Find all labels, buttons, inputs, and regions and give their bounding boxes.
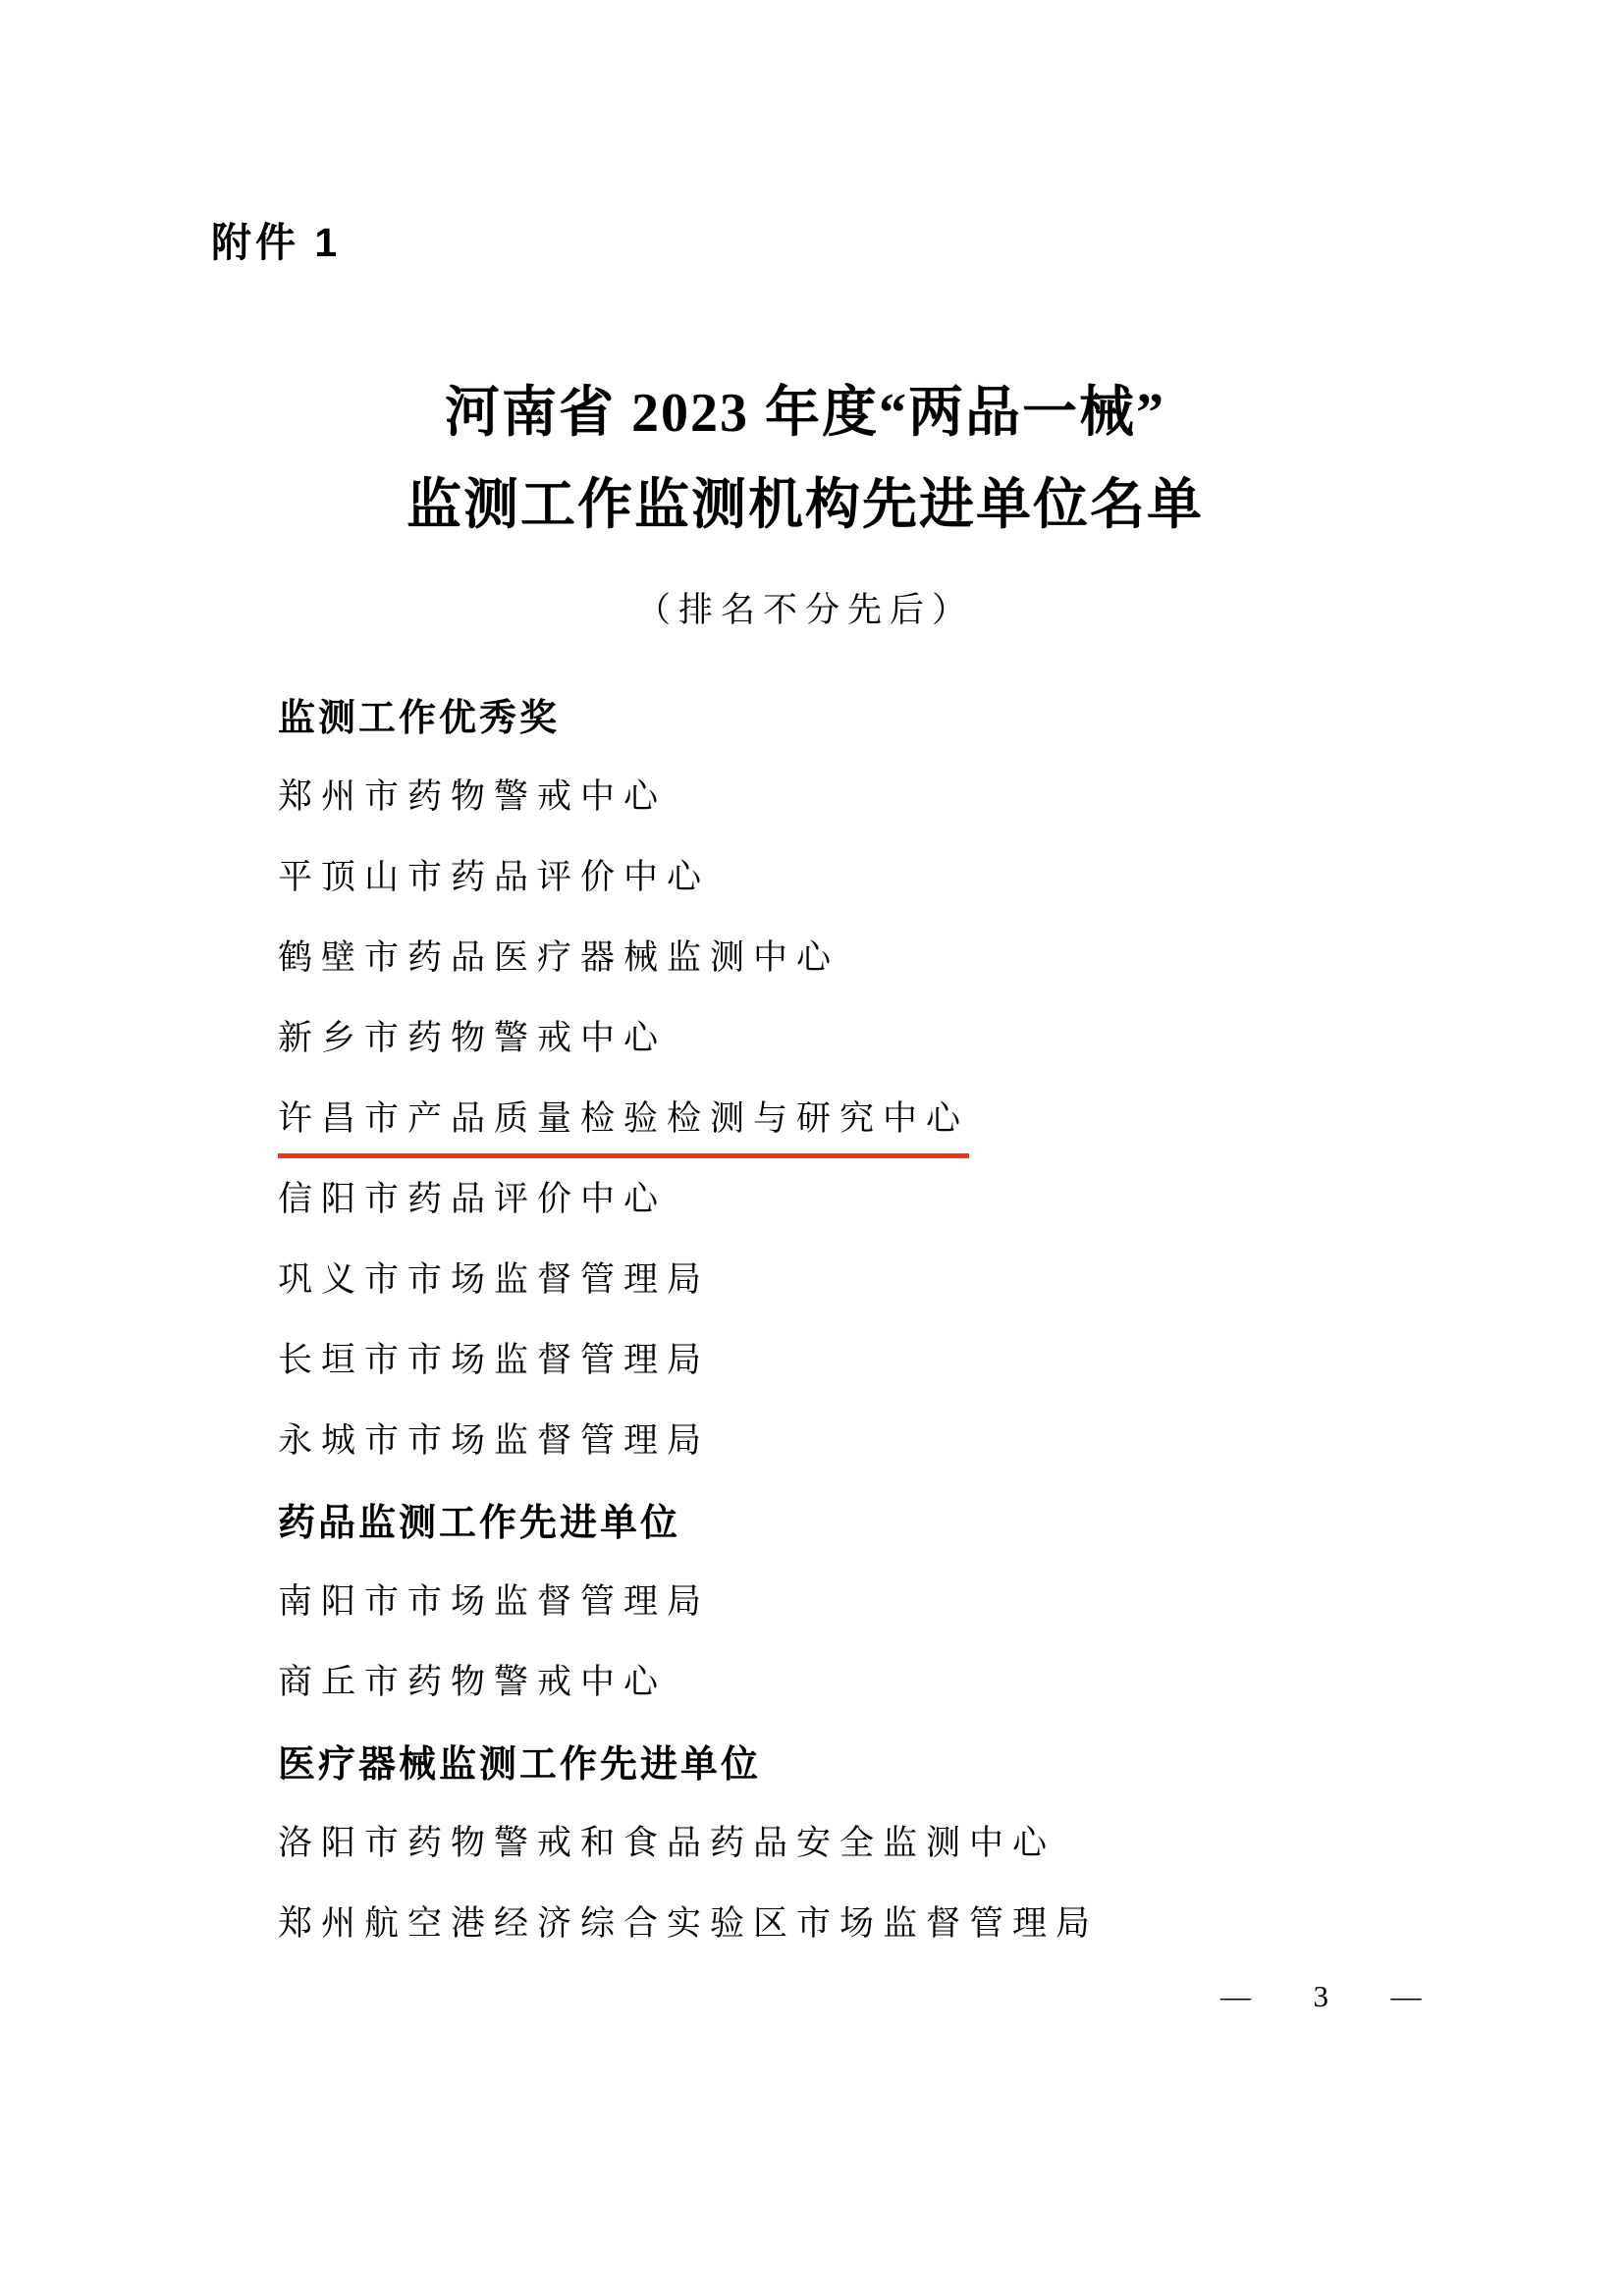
organization-name: 郑州市药物警戒中心 xyxy=(278,777,668,816)
attachment-label: 附件 1 xyxy=(211,220,342,265)
list-item xyxy=(278,1881,1506,1961)
section-heading-label: 监测工作优秀奖 xyxy=(278,697,561,739)
organization-name: 永城市市场监督管理局 xyxy=(278,1421,711,1460)
organization-name: 郑州航空港经济综合实验区市场监督管理局 xyxy=(278,1904,1100,1943)
organization-name: 信阳市药品评价中心 xyxy=(278,1180,668,1218)
section-heading-label: 药品监测工作先进单位 xyxy=(278,1502,681,1544)
list-item xyxy=(278,754,1506,834)
document-subtitle: （排名不分先后） xyxy=(635,591,974,629)
list-item-red-underlined xyxy=(278,1076,1506,1156)
section-heading-label: 医疗器械监测工作先进单位 xyxy=(278,1743,762,1786)
organization-name-underlined: 许昌市产品质量检验检测与研究中心 xyxy=(278,1092,969,1158)
list-item xyxy=(278,1800,1506,1881)
organization-name: 洛阳市药物警戒和食品药品安全监测中心 xyxy=(278,1824,1056,1862)
list-item xyxy=(278,1559,1506,1639)
page-number: — 3 — xyxy=(1220,1979,1437,2013)
list-item xyxy=(278,1398,1506,1478)
section-heading-excellent-award xyxy=(278,673,1506,754)
organization-name: 商丘市药物警戒中心 xyxy=(278,1663,668,1701)
list-item xyxy=(278,1156,1506,1237)
section-heading-device-monitoring xyxy=(278,1720,1506,1800)
organization-name: 长垣市市场监督管理局 xyxy=(278,1341,711,1379)
organization-name: 平顶山市药品评价中心 xyxy=(278,858,711,896)
list-item xyxy=(278,1317,1506,1398)
organization-name: 鹤壁市药品医疗器械监测中心 xyxy=(278,938,840,977)
organization-name: 南阳市市场监督管理局 xyxy=(278,1582,711,1621)
document-title-line2: 监测工作监测机构先进单位名单 xyxy=(406,475,1204,536)
section-heading-drug-monitoring xyxy=(278,1478,1506,1559)
award-list xyxy=(278,673,1506,1961)
list-item xyxy=(278,995,1506,1076)
organization-name: 巩义市市场监督管理局 xyxy=(278,1260,711,1299)
organization-name: 新乡市药物警戒中心 xyxy=(278,1019,668,1057)
list-item xyxy=(278,1237,1506,1317)
list-item xyxy=(278,1639,1506,1720)
list-item xyxy=(278,915,1506,995)
document-title-line1: 河南省 2023 年度“两品一械” xyxy=(445,383,1165,444)
list-item xyxy=(278,834,1506,915)
